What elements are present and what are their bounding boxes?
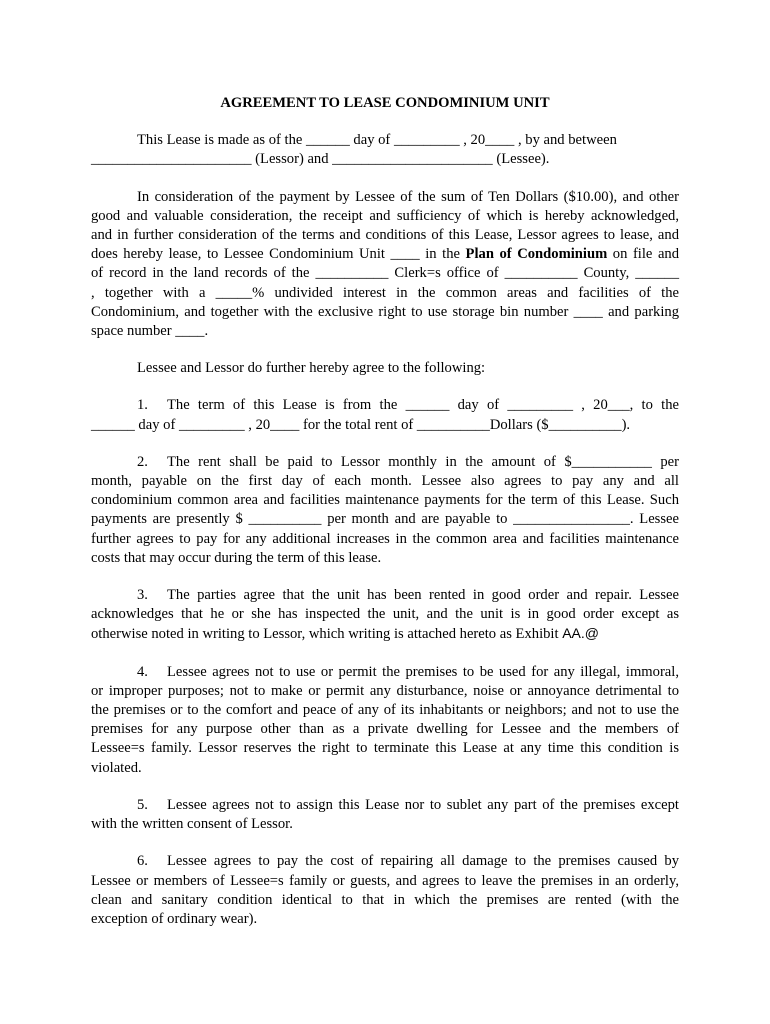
clause-line: condominium common area and facilities maintenance payments for the term of this Lease. Such [91, 492, 679, 509]
document-title: AGREEMENT TO LEASE CONDOMINIUM UNIT [220, 95, 550, 111]
paragraph-line: space number ____. [91, 323, 209, 340]
paragraph-line: Lessee and Lessor do further hereby agree to the following: [137, 360, 486, 377]
paragraph-line: In consideration of the payment by Lessee of the sum of Ten Dollars ($10.00), and other [137, 188, 679, 205]
consideration-paragraph [91, 188, 679, 342]
clause-2 [91, 453, 679, 568]
line-text: on file and [607, 246, 680, 263]
clause-line: further agrees to pay for any additional increases in the common area and facilities maintenance [91, 530, 679, 547]
clause-line: Lessee or members of Lessee=s family or guests, and agrees to leave the premises in an orderly, [91, 872, 679, 889]
paragraph-line: , together with a _____% undivided interest in the common areas and facilities of the [91, 284, 679, 301]
clause-number: 6. [137, 853, 148, 870]
clause-text: Lessee agrees not to use or permit the premises to be used for any illegal, immoral, [167, 663, 679, 680]
plan-of-condominium-bold: Plan of Condominium [465, 246, 608, 263]
clause-line [91, 663, 679, 682]
clause-1 [91, 396, 679, 434]
clause-line: violated. [91, 759, 142, 776]
paragraph-line: and in further consideration of the terms and conditions of this Lease, Lessor agrees to lease, and [91, 227, 679, 244]
clause-text: The parties agree that the unit has been rented in good order and repair. Lessee [167, 587, 679, 604]
clause-line: clean and sanitary condition identical to that in which the premises are rented (with the [91, 891, 679, 908]
paragraph-line: Condominium, and together with the exclusive right to use storage bin number ____ and parking [91, 303, 679, 320]
clause-line: exception of ordinary wear). [91, 910, 258, 927]
exhibit-label: AA.@ [562, 625, 599, 642]
clause-line: the premises or to the comfort and peace of any of its inhabitants or neighbors; and not to use the [91, 702, 679, 719]
intro-line: ______________________ (Lessor) and ______________________ (Lessee). [91, 151, 550, 168]
clause-line [91, 396, 679, 415]
clause-4 [91, 663, 679, 778]
paragraph-line: good and valuable consideration, the receipt and sufficiency of which is hereby acknowledged, [91, 207, 679, 224]
clause-5 [91, 796, 679, 834]
clause-number: 3. [137, 587, 148, 604]
clause-line: ______ day of _________ , 20____ for the total rent of __________Dollars ($__________). [91, 416, 631, 433]
clause-text: Lessee agrees not to assign this Lease nor to sublet any part of the premises except [167, 796, 679, 813]
clause-line: month, payable on the first day of each month. Lessee also agrees to pay any and all [91, 473, 679, 490]
paragraph-line [91, 245, 679, 264]
clause-line: acknowledges that he or she has inspected the unit, and the unit is in good order except as [91, 606, 679, 623]
clause-line: or improper purposes; not to make or permit any disturbance, noise or annoyance detrimental to [91, 682, 679, 699]
agreement-intro [91, 359, 679, 378]
clause-3 [91, 586, 679, 645]
intro-line: This Lease is made as of the ______ day of _________ , 20____ , by and between [137, 132, 617, 149]
clause-line [91, 586, 679, 605]
clause-text: The rent shall be paid to Lessor monthly in the amount of $___________ per [167, 453, 679, 470]
line-text: does hereby lease, to Lessee Condominium Unit ____ in the [91, 246, 466, 263]
clause-line: with the written consent of Lessor. [91, 816, 293, 833]
clause-line [91, 624, 679, 644]
clause-line [91, 796, 679, 815]
clause-number: 4. [137, 663, 148, 680]
clause-line [91, 852, 679, 871]
clause-number: 2. [137, 453, 148, 470]
clause-number: 1. [137, 397, 148, 414]
clause-number: 5. [137, 796, 148, 813]
clause-text: otherwise noted in writing to Lessor, which writing is attached hereto as Exhibit [91, 626, 563, 643]
clause-line: costs that may occur during the term of this lease. [91, 549, 382, 566]
clause-text: The term of this Lease is from the ______ day of _________ , 20___, to the [167, 397, 679, 414]
clause-6 [91, 852, 679, 929]
intro-paragraph [91, 131, 679, 169]
document-page [91, 94, 679, 947]
paragraph-line: of record in the land records of the __________ Clerk=s office of __________ County, ______ [91, 265, 679, 282]
clause-line: Lessee=s family. Lessor reserves the right to terminate this Lease at any time this condition is [91, 740, 679, 757]
clause-line: payments are presently $ __________ per month and are payable to ________________. Lessee [91, 511, 679, 528]
clause-line [91, 453, 679, 472]
clause-line: premises for any purpose other than as a private dwelling for Lessee and the members of [91, 721, 679, 738]
clause-text: Lessee agrees to pay the cost of repairing all damage to the premises caused by [167, 853, 679, 870]
